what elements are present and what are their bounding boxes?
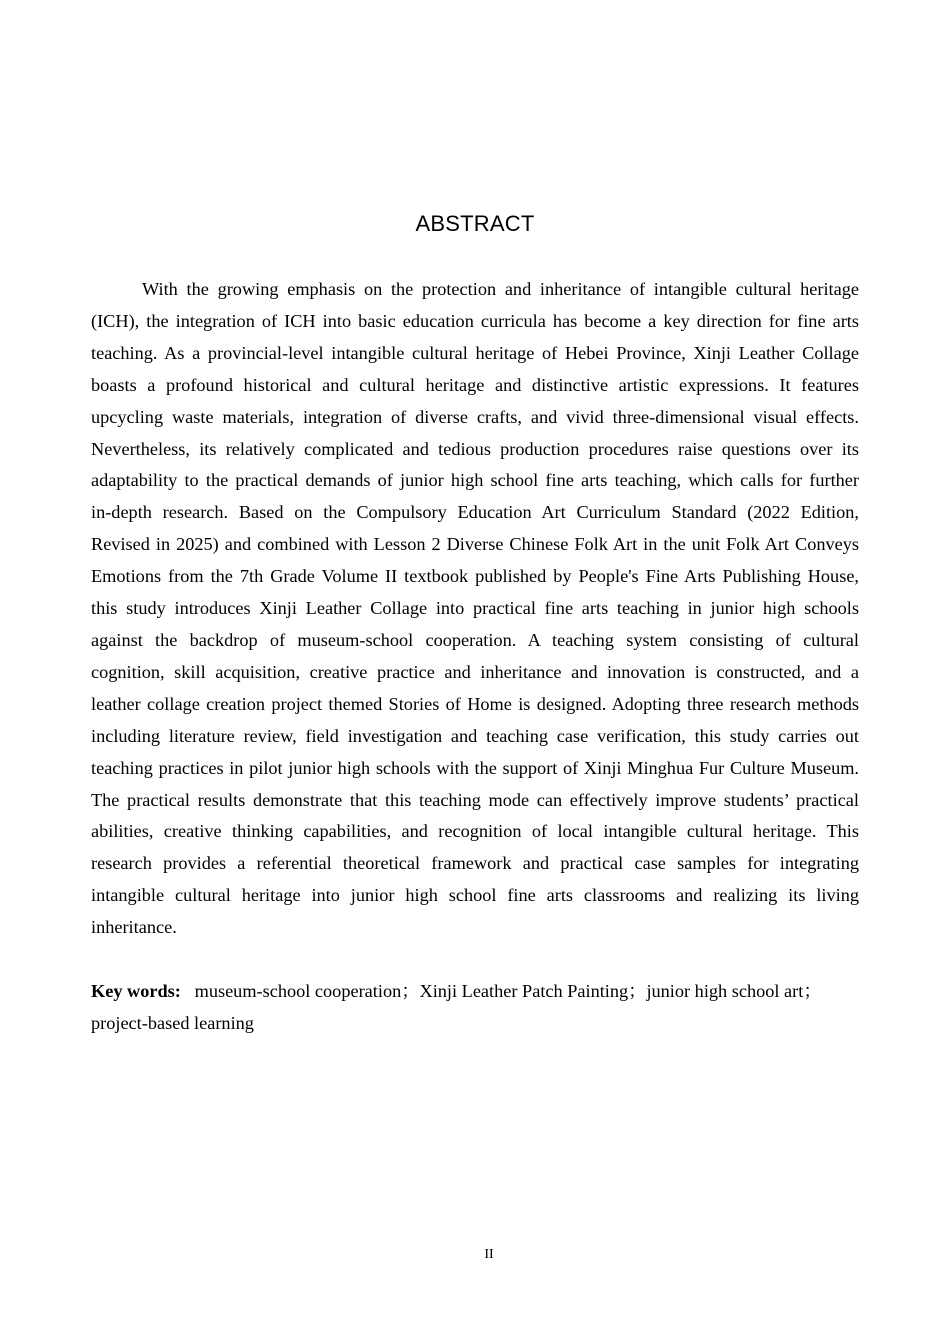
abstract-body: With the growing emphasis on the protection and inheritance of intangible cultural heritage (ICH), the integration of ICH into basic education curricula has become a key direction for fine arts teaching. As a provincial-level intangible cultural heritage of Hebei Province, Xinji Leather Collage boasts a profound historical and cultural heritage and distinctive artistic expressions. It features upcycling waste materials, integration of diverse crafts, and vivid three-dimensional visual effects. Nevertheless, its relatively complicated and tedious production procedures raise questions over its adaptability to the practical demands of junior high school fine arts teaching, which calls for further in-depth research. Based on the Compulsory Education Art Curriculum Standard (2022 Edition, Revised in 2025) and combined with Lesson 2 Diverse Chinese Folk Art in the unit Folk Art Conveys Emotions from the 7th Grade Volume II textbook published by People's Fine Arts Publishing House, this study introduces Xinji Leather Collage into practical fine arts teaching in junior high schools against the backdrop of museum-school cooperation. A teaching system consisting of cultural cognition, skill acquisition, creative practice and inheritance and innovation is constructed, and a leather collage creation project themed Stories of Home is designed. Adopting three research methods including literature review, field investigation and teaching case verification, this study carries out teaching practices in pilot junior high schools with the support of Xinji Minghua Fur Culture Museum. The practical results demonstrate that this teaching mode can effectively improve students’ practical abilities, creative thinking capabilities, and recognition of local intangible cultural heritage. This research provides a referential theoretical framework and practical case samples for integrating intangible cultural heritage into junior high school fine arts classrooms and realizing its living inheritance. [91, 279, 859, 938]
abstract-title: ABSTRACT [415, 211, 535, 236]
keywords-list: museum-school cooperation；Xinji Leather Patch Painting；junior high school art；project-based learning [91, 981, 822, 1033]
page-number: II [484, 1247, 494, 1262]
keywords-spacer [185, 981, 194, 1001]
keywords-label: Key words: [91, 981, 181, 1001]
keywords-line [91, 976, 859, 1040]
